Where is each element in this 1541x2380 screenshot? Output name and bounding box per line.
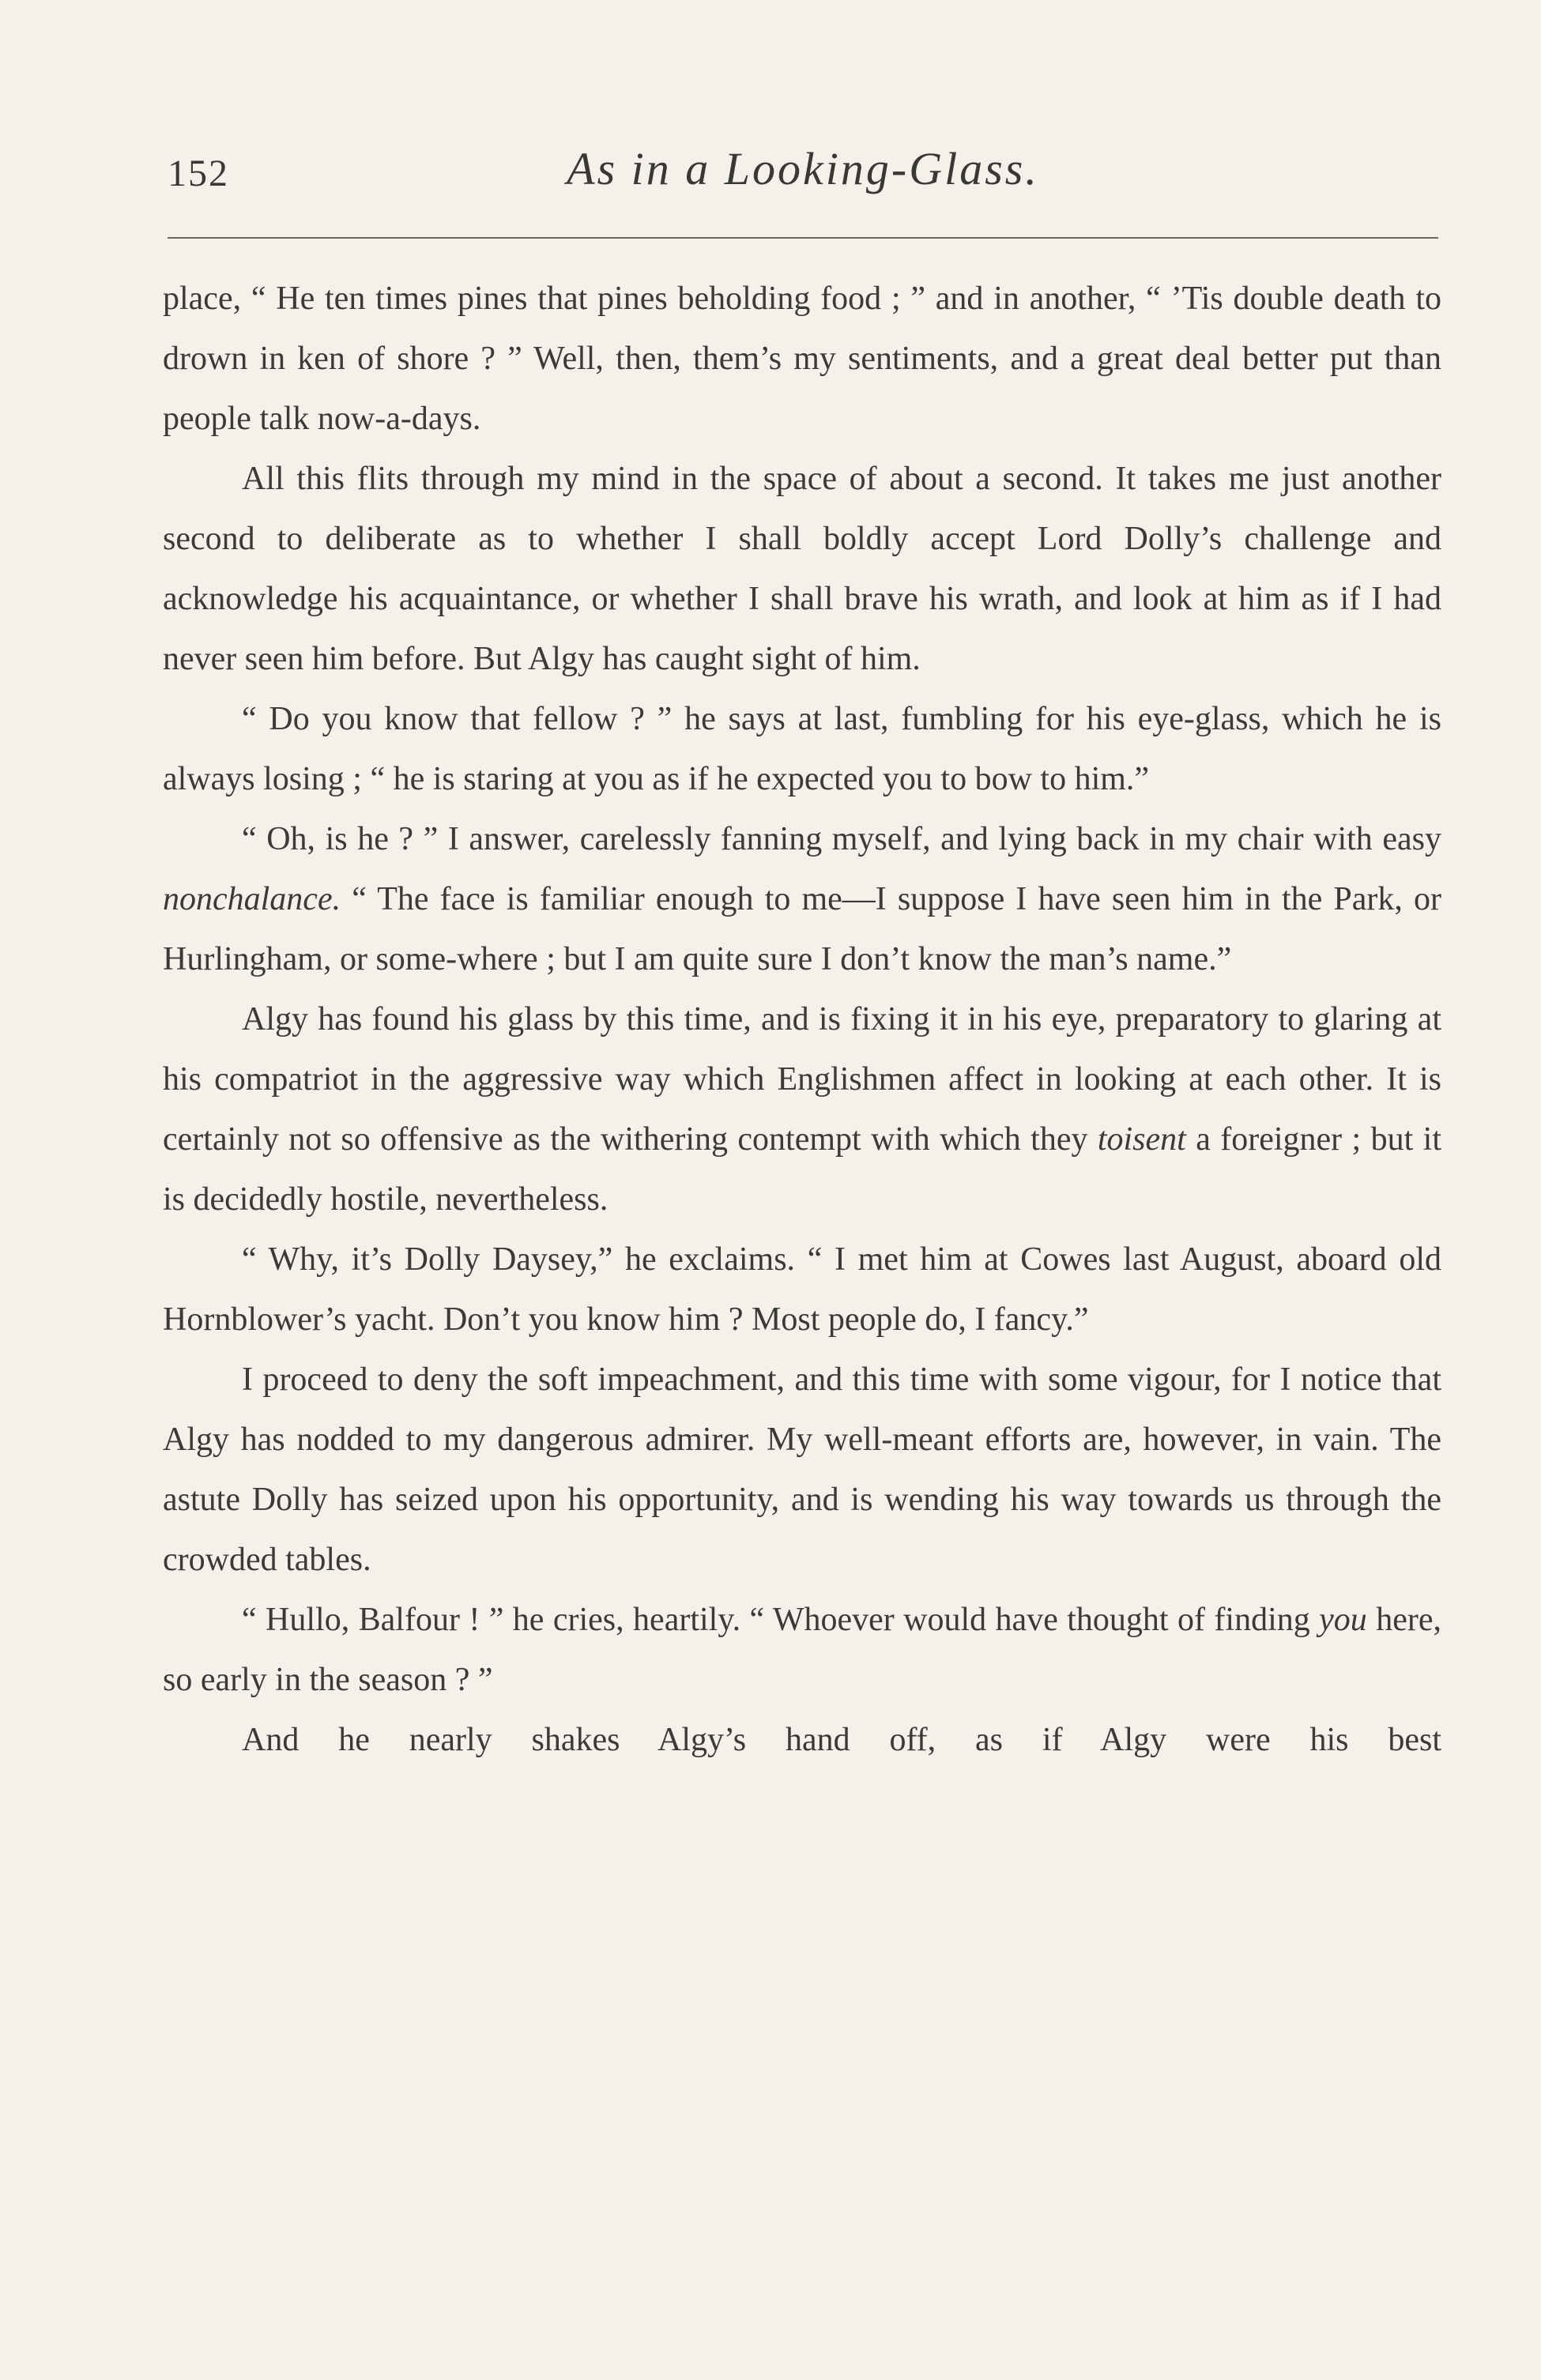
paragraph (163, 809, 1441, 989)
paragraph-text: “ Why, it’s Dolly Daysey,” he exclaims. “ I met him at Cowes last August, aboard old Hornblower’s yacht. Don’t you know him ? Most people do, I fancy.” (163, 1241, 1441, 1338)
paragraph-text: here, so early in the season ? ” (163, 1602, 1441, 1698)
paragraph (163, 449, 1441, 689)
paragraph-text: “ Do you know that fellow ? ” he says at last, fumbling for his eye-glass, which he is always losing ; “ he is staring at you as if he expected you to bow to him.” (163, 701, 1441, 797)
italic-word: toisent (1097, 1121, 1186, 1158)
body-text (163, 269, 1441, 1770)
paragraph-text: I proceed to deny the soft impeachment, and this time with some vigour, for I notice that Algy has nodded to my dangerous admirer. My well-meant efforts are, however, in vain. The astute Dolly has seized upon his opportunity, and is wending his way towards us through the crowded tables. (163, 1361, 1441, 1578)
paragraph (163, 989, 1441, 1230)
paragraph (163, 269, 1441, 449)
paragraph (163, 1710, 1441, 1770)
paragraph (163, 1590, 1441, 1710)
paragraph (163, 1230, 1441, 1350)
italic-word: you (1319, 1602, 1367, 1638)
paragraph-text: “ Oh, is he ? ” I answer, carelessly fanning myself, and lying back in my chair with easy (242, 821, 1441, 857)
running-title: As in a Looking-Glass. (567, 143, 1039, 194)
paragraph-text: place, “ He ten times pines that pines beholding food ; ” and in another, “ ’Tis double death to drown in ken of shore ? ” Well, then, them’s my sentiments, and a great deal better put than people talk now-a-days. (163, 281, 1441, 437)
paragraph-text: a foreigner ; but it is decidedly hostile, nevertheless. (163, 1121, 1441, 1218)
paragraph (163, 689, 1441, 809)
header-rule (168, 237, 1438, 239)
paragraph-text: “ The face is familiar enough to me—I suppose I have seen him in the Park, or Hurlingham, or some-where ; but I am quite sure I don’t know the man’s name.” (163, 881, 1441, 977)
paragraph-text: Algy has found his glass by this time, and is fixing it in his eye, preparatory to glaring at his compatriot in the aggressive way which Englishmen affect in looking at each other. It is certainly not so offensive as the withering contempt with which they (163, 1001, 1441, 1158)
paragraph-text: And he nearly shakes Algy’s hand off, as if Algy were his best (242, 1722, 1441, 1758)
running-head (168, 142, 1438, 205)
paragraph-text: “ Hullo, Balfour ! ” he cries, heartily. “ Whoever would have thought of finding (242, 1602, 1320, 1638)
paragraph (163, 1350, 1441, 1590)
italic-word: nonchalance. (163, 881, 341, 917)
paragraph-text: All this flits through my mind in the space of about a second. It takes me just another second to deliberate as to whether I shall boldly accept Lord Dolly’s challenge and acknowledge his acquaintance, or whether I shall brave his wrath, and look at him as if I had never seen him before. But Algy has caught sight of him. (163, 461, 1441, 677)
page-number: 152 (168, 153, 229, 194)
